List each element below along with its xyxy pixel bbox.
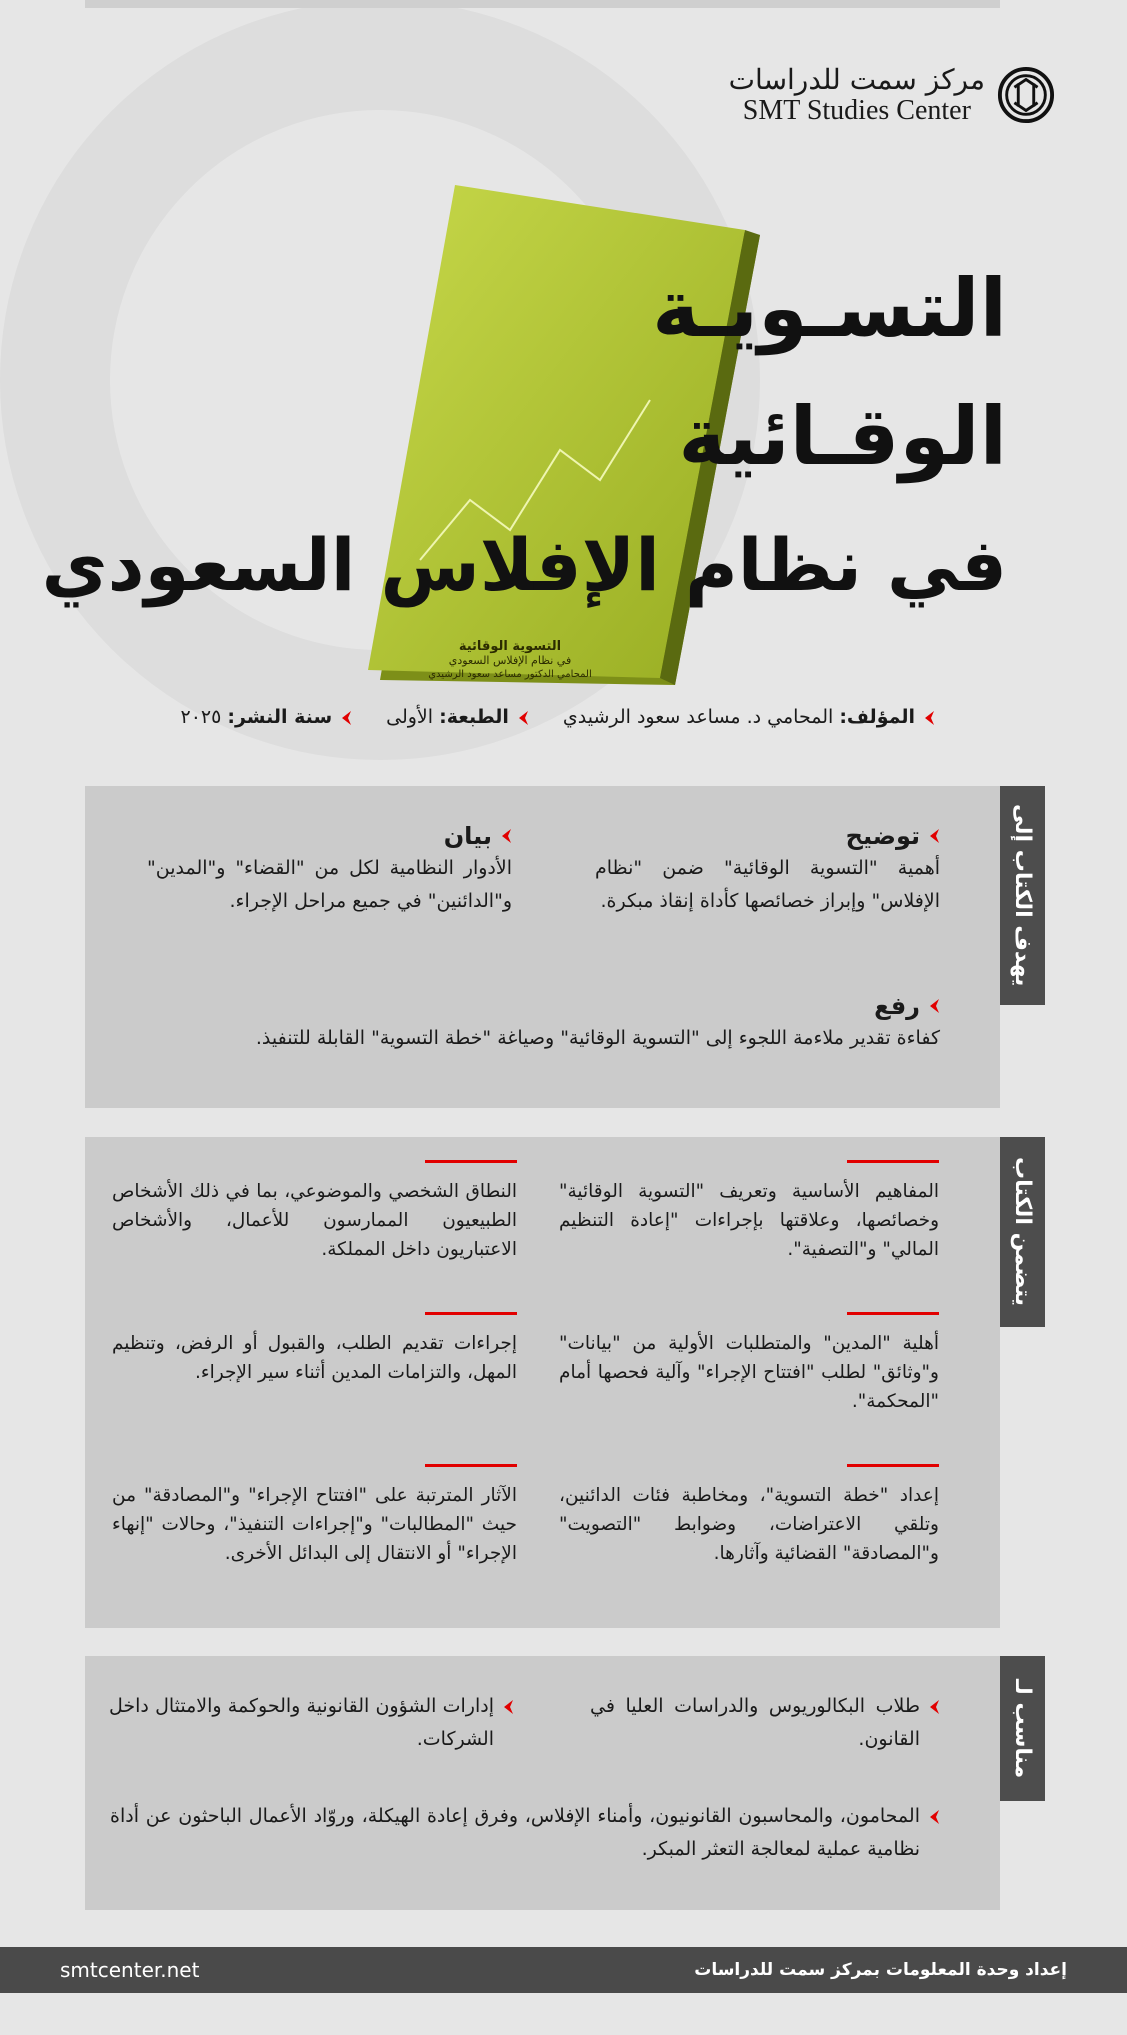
content-item: إجراءات تقديم الطلب، والقبول أو الرفض، وتنظيم المهل، والتزامات المدين أثناء سير الإجراء. (112, 1312, 517, 1387)
page-title (17, 245, 1007, 629)
chevron-left-icon (923, 710, 935, 726)
audience-item: إدارات الشؤون القانونية والحوكمة والامتثال داخل الشركات. (109, 1690, 514, 1756)
website-link[interactable]: smtcenter.net (60, 1958, 200, 1982)
content-item: الآثار المترتبة على "افتتاح الإجراء" و"المصادقة" من حيث "المطالبات" و"إجراءات التنفيذ"، وحالات "إنهاء الإجراء" أو الانتقال إلى البدائل الأخرى. (112, 1464, 517, 1568)
smt-logo-icon (997, 66, 1055, 124)
content-item: أهلية "المدين" والمتطلبات الأولية من "بيانات" و"وثائق" لطلب "افتتاح الإجراء" وآلية فحصها أمام "المحكمة". (559, 1312, 939, 1416)
top-strip (85, 0, 1000, 8)
chevron-left-icon (500, 828, 512, 844)
book-meta (181, 706, 935, 728)
book-subtitle: في نظام الإفلاس السعودي (448, 654, 572, 667)
chevron-left-icon (502, 1699, 514, 1715)
logo (729, 64, 1055, 126)
aims-tab: يهدف الكتاب إلى (1000, 786, 1045, 1005)
book-title-2: الوقائية (458, 639, 508, 654)
footer-credit: إعداد وحدة المعلومات بمركز سمت للدراسات (694, 1960, 1067, 1980)
title-line-2: الوقـائية (678, 390, 1007, 483)
book-author: المحامي الدكتور مساعد سعود الرشيدي (428, 669, 592, 680)
footer (0, 1947, 1127, 1993)
aim-item: رفع كفاءة تقدير ملاءمة اللجوء إلى "التسوية الوقائية" وصياغة "خطة التسوية" القابلة للتنفيذ. (255, 992, 940, 1049)
content-item: المفاهيم الأساسية وتعريف "التسوية الوقائية" وخصائصها، وعلاقتها بإجراءات "إعادة التنظيم المالي" و"التصفية". (559, 1160, 939, 1264)
aim-item: توضيح أهمية "التسوية الوقائية" ضمن "نظام الإفلاس" وإبراز خصائصها كأداة إنقاذ مبكرة. (595, 822, 940, 912)
chevron-left-icon (340, 710, 352, 726)
content-item: إعداد "خطة التسوية"، ومخاطبة فئات الدائنين، وتلقي الاعتراضات، وضوابط "التصويت" و"المصادقة" القضائية وآثارها. (559, 1464, 939, 1568)
chevron-left-icon (928, 1809, 940, 1825)
audience-item: المحامون، والمحاسبون القانونيون، وأمناء الإفلاس، وفرق إعادة الهيكلة، وروّاد الأعمال الباحثون عن أداة نظامية عملية لمعالجة التعثر المبكر. (110, 1800, 940, 1866)
audience-item: طلاب البكالوريوس والدراسات العليا في القانون. (590, 1690, 940, 1756)
chevron-left-icon (928, 828, 940, 844)
brand-name-ar: مركز سمت للدراسات (728, 63, 985, 96)
book-cover-text (380, 640, 640, 682)
chevron-left-icon (928, 998, 940, 1014)
meta-author: المؤلف: المحامي د. مساعد سعود الرشيدي (563, 706, 935, 728)
contents-tab: يتضمن الكتاب (1000, 1137, 1045, 1327)
book-title-1: التسوية (512, 639, 562, 654)
meta-edition: الطبعة: الأولى (386, 706, 529, 728)
title-line-1: التسـويـة (652, 262, 1007, 355)
chevron-left-icon (928, 1699, 940, 1715)
content-item: النطاق الشخصي والموضوعي، بما في ذلك الأشخاص الطبيعيون الممارسون للأعمال، والأشخاص الاعتباريون داخل المملكة. (112, 1160, 517, 1264)
meta-year: سنة النشر: ٢٠٢٥ (181, 706, 353, 728)
audience-tab: مناسب لـ (1000, 1656, 1045, 1801)
chevron-left-icon (517, 710, 529, 726)
aim-item: بيان الأدوار النظامية لكل من "القضاء" و"المدين" و"الدائنين" في جميع مراحل الإجراء. (147, 822, 512, 912)
title-line-3: في نظام الإفلاس السعودي (41, 523, 1007, 607)
brand-name-en: SMT Studies Center (742, 95, 971, 126)
